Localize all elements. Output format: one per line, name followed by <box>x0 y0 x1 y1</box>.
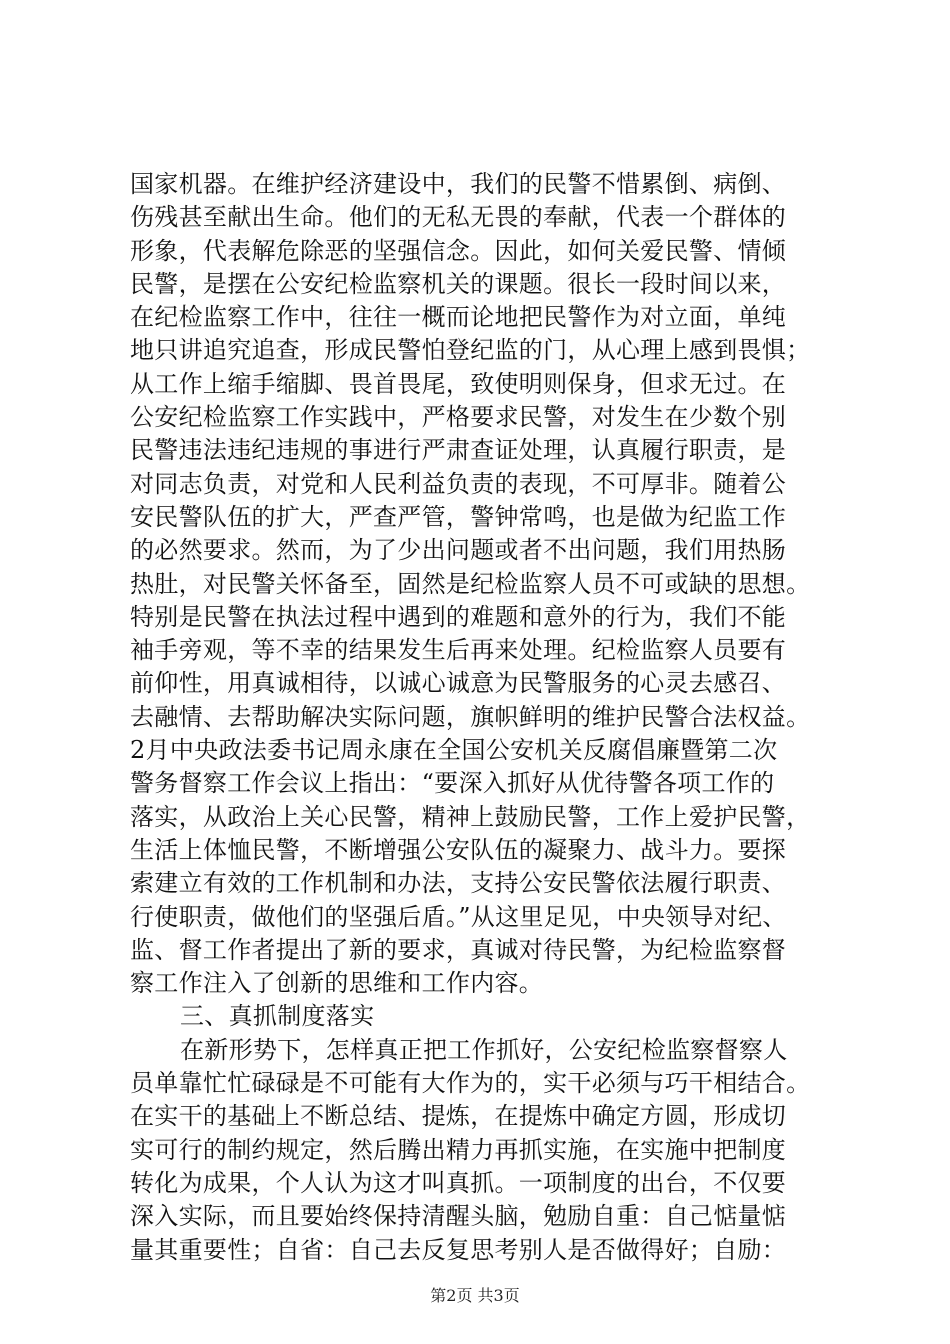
text-line: 伤残甚至献出生命。他们的无私无畏的奉献，代表一个群体的 <box>130 203 787 232</box>
text-line: 深入实际，而且要始终保持清醒头脑，勉励自重：自己惦量惦 <box>130 1202 787 1231</box>
text-line: 索建立有效的工作机制和办法，支持公安民警依法履行职责、 <box>130 869 787 898</box>
text-line: 从工作上缩手缩脚、畏首畏尾，致使明则保身，但求无过。在 <box>130 369 787 398</box>
text-line: 前仰性，用真诚相待，以诚心诚意为民警服务的心灵去感召、 <box>130 669 787 698</box>
text-line: 察工作注入了创新的思维和工作内容。 <box>130 969 544 998</box>
text-line: 国家机器。在维护经济建设中，我们的民警不惜累倒、病倒、 <box>130 170 787 198</box>
text-line: 民警违法违纪违规的事进行严肃查证处理，认真履行职责，是 <box>130 436 787 465</box>
text-line: 生活上体恤民警，不断增强公安队伍的凝聚力、战斗力。要探 <box>130 835 787 864</box>
text-line: 员单靠忙忙碌碌是不可能有大作为的，实干必须与巧干相结合。 <box>130 1069 811 1098</box>
text-line: 民警，是摆在公安纪检监察机关的课题。很长一段时间以来， <box>130 269 787 298</box>
text-line: 热肚，对民警关怀备至，固然是纪检监察人员不可或缺的思想。 <box>130 569 811 598</box>
text-line: 特别是民警在执法过程中遇到的难题和意外的行为，我们不能 <box>130 602 787 631</box>
text-line: 行使职责，做他们的坚强后盾。”从这里足见，中央领导对纪、 <box>130 902 787 931</box>
text-line: 监、督工作者提出了新的要求，真诚对待民警，为纪检监察督 <box>130 935 787 964</box>
text-line: 公安纪检监察工作实践中，严格要求民警，对发生在少数个别 <box>130 403 787 432</box>
text-line: 在纪检监察工作中，往往一概而论地把民警作为对立面，单纯 <box>130 303 787 332</box>
text-line: 转化为成果，个人认为这才叫真抓。一项制度的出台，不仅要 <box>130 1168 787 1197</box>
text-line: 2月中央政法委书记周永康在全国公安机关反腐倡廉暨第二次 <box>130 736 778 765</box>
text-line: 袖手旁观，等不幸的结果发生后再来处理。纪检监察人员要有 <box>130 636 787 665</box>
text-line: 去融情、去帮助解决实际问题，旗帜鲜明的维护民警合法权益。 <box>130 702 811 731</box>
text-line: 的必然要求。然而，为了少出问题或者不出问题，我们用热肠 <box>130 536 787 565</box>
text-line: 形象，代表解危除恶的坚强信念。因此，如何关爱民警、情倾 <box>130 236 787 265</box>
body-text <box>130 168 860 1267</box>
text-line: 在新形势下，怎样真正把工作抓好，公安纪检监察督察人 <box>180 1035 788 1064</box>
text-line: 量其重要性；自省：自己去反复思考别人是否做得好；自励： <box>130 1235 787 1264</box>
text-line: 对同志负责，对党和人民利益负责的表现，不可厚非。随着公 <box>130 469 787 498</box>
text-line: 在实干的基础上不断总结、提炼，在提炼中确定方圆，形成切 <box>130 1102 787 1131</box>
section-heading: 三、真抓制度落实 <box>180 1002 375 1031</box>
page-footer: 第2页 共3页 <box>430 1286 520 1305</box>
text-line: 落实，从政治上关心民警，精神上鼓励民警，工作上爱护民警， <box>130 802 811 831</box>
text-line: 实可行的制约规定，然后腾出精力再抓实施，在实施中把制度 <box>130 1135 787 1164</box>
text-line: 安民警队伍的扩大，严查严管，警钟常鸣，也是做为纪监工作 <box>130 502 787 531</box>
text-line: 警务督察工作会议上指出：“要深入抓好从优待警各项工作的 <box>130 769 775 798</box>
text-line: 地只讲追究追查，形成民警怕登纪监的门，从心理上感到畏惧； <box>130 336 811 365</box>
